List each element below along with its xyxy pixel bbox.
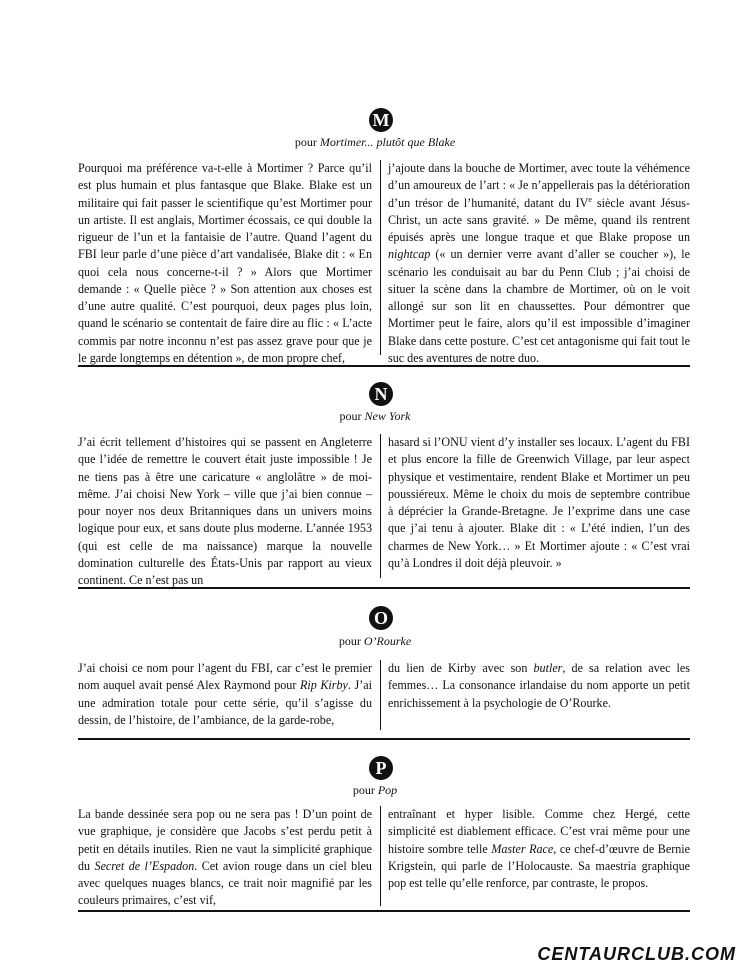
column-divider: [380, 160, 381, 355]
subtitle-prefix: pour: [352, 783, 378, 797]
letter-badge-m: M: [369, 108, 393, 132]
subtitle-prefix: pour: [339, 409, 365, 423]
section-divider: [78, 738, 690, 740]
paragraph-text: entraînant et hyper lisible. Comme chez Hergé, cette simplicité est diablement efficace. C’est vrai même pour une histoire sombre telle Master Race, ce chef-d’œuvre de Bernie Krigstein, qui parle de l’Holocauste. Sa maestria graphique pop est telle qu’elle renforce, par contraste, le propos.: [388, 807, 690, 890]
subtitle-prefix: pour: [294, 135, 320, 149]
section-m-left-column: [78, 160, 372, 367]
letter-badge-o: O: [369, 606, 393, 630]
section-o-left-column: [78, 660, 372, 729]
paragraph-text: hasard si l’ONU vient d’y installer ses locaux. L’agent du FBI et plus encore la fille de Greenwich Village, par leur aspect physique et vestimentaire, rendent Blake et Mortimer un peu poussiéreux. Même le choix du mois de septembre contribue à déprécier la Grande-Bretagne. Je l’exprime dans une case que j’ai tenu à ajouter. Blake dit : « L’été indien, l’un des charmes de New York… » Et Mortimer ajoute : « C’est vrai qu’à Londres il doit déjà pleuvoir. »: [388, 435, 690, 570]
section-p-left-column: [78, 806, 372, 910]
column-divider: [380, 660, 381, 730]
subtitle-italic: Pop: [377, 783, 398, 797]
section-p-right-column: [388, 806, 690, 892]
section-n-right-column: [388, 434, 690, 572]
section-subtitle-p: [0, 783, 750, 797]
section-subtitle-m: [0, 135, 750, 149]
section-divider: [78, 365, 690, 367]
column-divider: [380, 806, 381, 906]
section-m-right-column: [388, 160, 690, 367]
subtitle-italic: Mortimer... plutôt que Blake: [319, 135, 456, 149]
section-divider: [78, 587, 690, 589]
section-n-left-column: [78, 434, 372, 589]
subtitle-prefix: pour: [338, 634, 364, 648]
section-divider: [78, 910, 690, 912]
paragraph-text: La bande dessinée sera pop ou ne sera pas ! D’un point de vue graphique, je considère que Jacobs s’est perdu petit à petit en détails inutiles. Rien ne vaut la simplicité graphique du Secret de l’Espadon. Cet avion rouge dans un ciel bleu avec quelques nuages blancs, ce trait noir magnifié par les couleurs primaires, c’est vif,: [78, 807, 372, 908]
paragraph-text: J’ai choisi ce nom pour l’agent du FBI, car c’est le premier nom auquel avait pensé Alex Raymond pour Rip Kirby. J’ai une admiration totale pour cette série, qu’il s’agisse du dessin, de l’histoire, de l’ambiance, de la garde-robe,: [78, 661, 372, 727]
letter-badge-n: N: [369, 382, 393, 406]
paragraph-text: J’ai écrit tellement d’histoires qui se passent en Angleterre que l’idée de remettre le couvert était juste impossible ! Je ne tiens pas à être une caricature « anglolâtre » de moi-même. J’ai choisi New York – ville que j’ai bien connue – pour noyer nos deux Britanniques dans un univers moins logique pour eux, et sans doute plus moderne. L’année 1953 (qui est celle de ma naissance) marque la nouvelle domination culturelle des États-Unis par rapport au vieux continent. Ce n’est pas un: [78, 435, 372, 587]
paragraph-text: Pourquoi ma préférence va-t-elle à Mortimer ? Parce qu’il est plus humain et plus fantasque que Blake. Blake est un militaire qui fait passer le scientifique qu’est Mortimer pour un artiste. Il est anglais, Mortimer écossais, ce qui double la rigueur de l’un et la fantaisie de l’autre. Quand l’agent du FBI leur parle d’une pièce d’art vandalisée, Blake dit : « En quoi cela nous concerne-t-il ? » Alors que Mortimer demande : « Quelle pièce ? » Son attention aux choses est d’une autre qualité. C’est pourquoi, deux pages plus loin, quand le scénario se contentait de faire dire au flic : « L’acte commis par notre inconnu n’est pas assez grave pour que je le garde longtemps en détention », de mon propre chef,: [78, 161, 372, 365]
section-subtitle-o: [0, 634, 750, 648]
watermark: CENTAURCLUB.COM: [537, 944, 736, 964]
section-subtitle-n: [0, 409, 750, 423]
paragraph-text: j’ajoute dans la bouche de Mortimer, avec toute la véhémence d’un amoureux de l’art : « Je n’appellerais pas la détérioration d’un trésor de l’humanité, datant du IVe siècle avant Jésus-Christ, un acte sans gravité. » De même, quand ils rentrent épuisés après une longue traque et que Blake propose un nightcap (« un dernier verre avant d’aller se coucher »), le scénario les conduisait au bar du Penn Club ; j’ai choisi de situer la scène dans la chambre de Mortimer, où on le voit allongé sur son lit en chaussettes. Pour démontrer que Mortimer peut le faire, alors qu’il est impossible d’imaginer Blake dans cette posture. C’est cet antagonisme qui fait tout le suc des aventures de notre duo.: [388, 161, 691, 365]
subtitle-italic: New York: [364, 409, 411, 423]
letter-badge-p: P: [369, 756, 393, 780]
subtitle-italic: O’Rourke: [363, 634, 412, 648]
paragraph-text: du lien de Kirby avec son butler, de sa relation avec les femmes… La consonance irlandaise du nom apporte un petit enrichissement à la psychologie de O’Rourke.: [388, 661, 690, 710]
section-o-right-column: [388, 660, 690, 712]
column-divider: [380, 434, 381, 578]
